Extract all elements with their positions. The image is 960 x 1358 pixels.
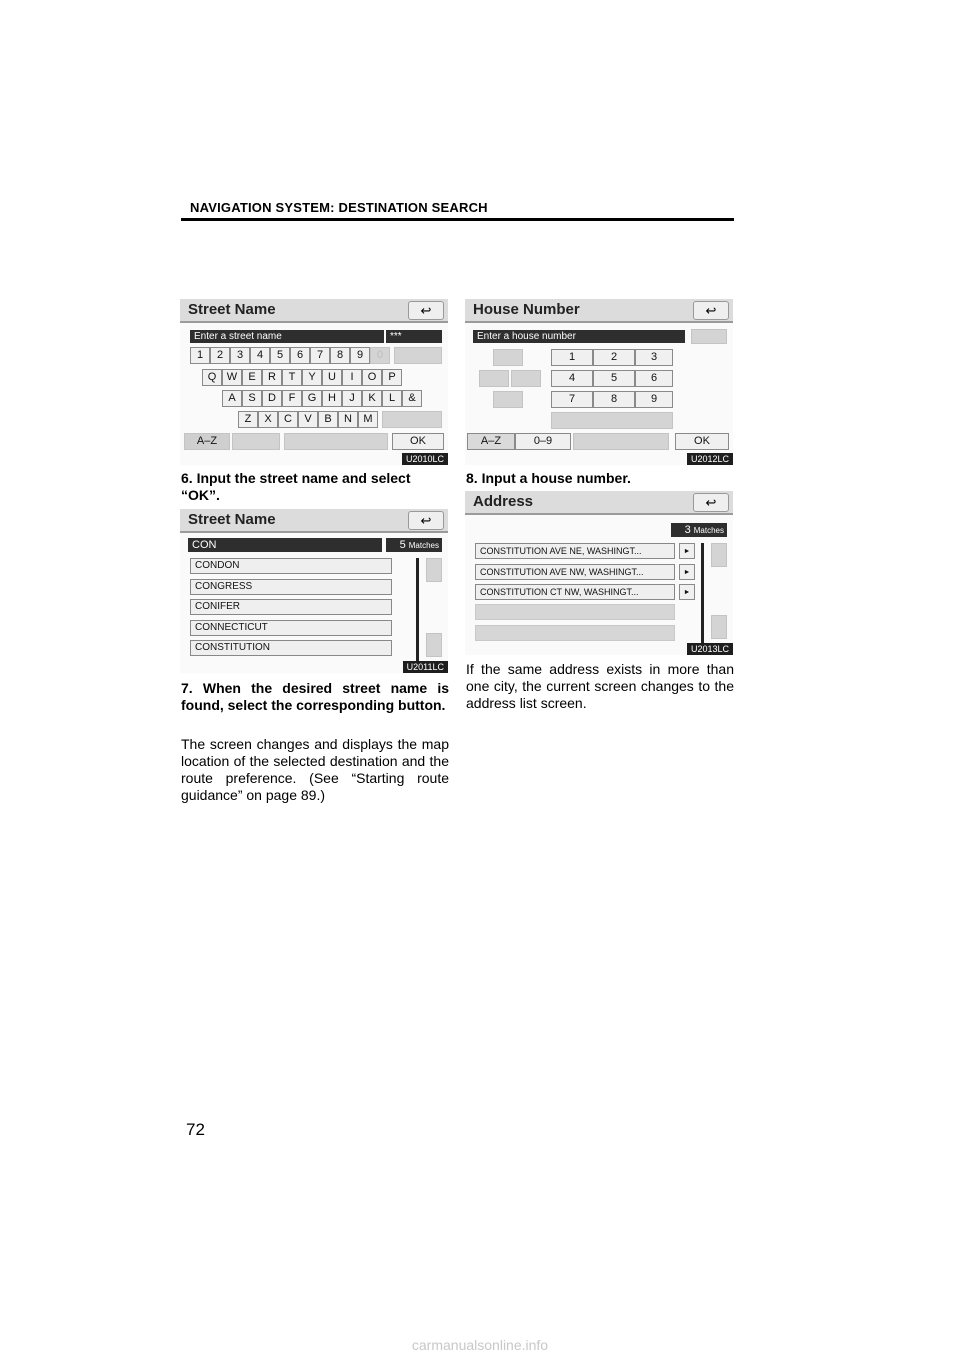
key-6[interactable]: 6 <box>290 347 310 364</box>
page-number: 72 <box>186 1120 205 1139</box>
screen-title: Street Name <box>188 511 276 528</box>
key-5[interactable]: 5 <box>593 370 635 387</box>
entered-text-display <box>188 538 382 552</box>
letter-key-blank[interactable] <box>493 391 523 408</box>
page-header: NAVIGATION SYSTEM: DESTINATION SEARCH <box>190 200 488 215</box>
list-item[interactable]: CONSTITUTION <box>190 640 392 656</box>
arrow-icon[interactable]: ► <box>679 584 695 600</box>
key-v[interactable]: V <box>298 411 318 428</box>
a-z-button[interactable]: A–Z <box>184 433 230 450</box>
street-name-input[interactable]: Enter a street name <box>190 330 384 343</box>
list-button[interactable] <box>573 433 669 450</box>
key-d[interactable]: D <box>262 390 282 407</box>
key-s[interactable]: S <box>242 390 262 407</box>
key-h[interactable]: H <box>322 390 342 407</box>
scroll-up-button[interactable] <box>711 543 727 567</box>
key-ampersand[interactable]: & <box>402 390 422 407</box>
street-name-list-screen <box>180 509 448 673</box>
scrollbar[interactable] <box>416 558 419 670</box>
key-1[interactable]: 1 <box>551 349 593 366</box>
key-3[interactable]: 3 <box>230 347 250 364</box>
numeric-button[interactable]: 0–9 <box>515 433 571 450</box>
scroll-down-button[interactable] <box>426 633 442 657</box>
screen-title: Address <box>473 493 534 510</box>
ok-button[interactable]: OK <box>392 433 444 450</box>
matches-label: Matches <box>408 541 439 550</box>
step-6-instruction: 6. Input the street name and select “OK”. <box>181 470 411 503</box>
street-name-screen <box>180 299 448 465</box>
key-r[interactable]: R <box>262 369 282 386</box>
letter-key-blank[interactable] <box>479 370 509 387</box>
address-list-item[interactable]: CONSTITUTION AVE NW, WASHINGT... <box>475 564 675 580</box>
matches-label: Matches <box>693 526 724 535</box>
back-button[interactable]: ↩ <box>693 301 729 320</box>
key-3[interactable]: 3 <box>635 349 673 366</box>
key-2[interactable]: 2 <box>210 347 230 364</box>
back-button[interactable]: ↩ <box>408 511 444 530</box>
key-i[interactable]: I <box>342 369 362 386</box>
key-4[interactable]: 4 <box>551 370 593 387</box>
scroll-down-button[interactable] <box>711 615 727 639</box>
key-e[interactable]: E <box>242 369 262 386</box>
delete-key[interactable] <box>394 347 442 364</box>
entered-text: CON <box>192 539 217 551</box>
key-b[interactable]: B <box>318 411 338 428</box>
key-x[interactable]: X <box>258 411 278 428</box>
key-6[interactable]: 6 <box>635 370 673 387</box>
address-list-item[interactable]: CONSTITUTION CT NW, WASHINGT... <box>475 584 675 600</box>
key-8[interactable]: 8 <box>330 347 350 364</box>
key-a[interactable]: A <box>222 390 242 407</box>
other-chars-button[interactable] <box>232 433 280 450</box>
key-n[interactable]: N <box>338 411 358 428</box>
key-9[interactable]: 9 <box>350 347 370 364</box>
list-button[interactable] <box>284 433 388 450</box>
key-f[interactable]: F <box>282 390 302 407</box>
key-q[interactable]: Q <box>202 369 222 386</box>
step-7-instruction: 7. When the desired street name is found, select the corresponding button. <box>181 680 449 713</box>
matches-number: 3 <box>684 524 691 536</box>
key-w[interactable]: W <box>222 369 242 386</box>
house-number-screen <box>465 299 733 465</box>
key-j[interactable]: J <box>342 390 362 407</box>
key-z[interactable]: Z <box>238 411 258 428</box>
arrow-icon[interactable]: ► <box>679 564 695 580</box>
key-4[interactable]: 4 <box>250 347 270 364</box>
matches-count <box>386 538 442 552</box>
address-list-item[interactable]: CONSTITUTION AVE NE, WASHINGT... <box>475 543 675 559</box>
key-0[interactable]: 0 <box>370 347 390 364</box>
key-l[interactable]: L <box>382 390 402 407</box>
image-id-tag: U2010LC <box>402 453 448 465</box>
step-8-instruction: 8. Input a house number. <box>466 470 631 486</box>
key-9[interactable]: 9 <box>635 391 673 408</box>
scroll-up-button[interactable] <box>426 558 442 582</box>
key-7[interactable]: 7 <box>551 391 593 408</box>
screen-title: Street Name <box>188 301 276 318</box>
key-1[interactable]: 1 <box>190 347 210 364</box>
letter-key-blank[interactable] <box>493 349 523 366</box>
list-item[interactable]: CONGRESS <box>190 579 392 595</box>
letter-key-blank[interactable] <box>511 370 541 387</box>
back-button[interactable]: ↩ <box>693 493 729 512</box>
scrollbar[interactable] <box>701 543 704 645</box>
list-item[interactable]: CONIFER <box>190 599 392 615</box>
delete-key[interactable] <box>691 329 727 344</box>
house-number-input[interactable]: Enter a house number <box>473 330 685 343</box>
list-item[interactable]: CONDON <box>190 558 392 574</box>
key-c[interactable]: C <box>278 411 298 428</box>
image-id-tag: U2013LC <box>687 643 733 655</box>
key-u[interactable]: U <box>322 369 342 386</box>
matches-number: 5 <box>399 539 406 551</box>
image-id-tag: U2011LC <box>403 661 448 673</box>
entered-text-display: *** <box>386 330 442 343</box>
key-7[interactable]: 7 <box>310 347 330 364</box>
empty-list-item <box>475 604 675 620</box>
key-2[interactable]: 2 <box>593 349 635 366</box>
key-5[interactable]: 5 <box>270 347 290 364</box>
arrow-icon[interactable]: ► <box>679 543 695 559</box>
address-list-note: If the same address exists in more than one city, the current screen changes to the address list screen. <box>466 661 734 711</box>
space-key[interactable] <box>382 411 442 428</box>
step-7-description: The screen changes and displays the map location of the selected destination and the route preference. (See “Starting route guidance” on page 89.) <box>181 736 449 803</box>
key-o[interactable]: O <box>362 369 382 386</box>
empty-list-item <box>475 625 675 641</box>
key-y[interactable]: Y <box>302 369 322 386</box>
key-g[interactable]: G <box>302 390 322 407</box>
key-0-row[interactable] <box>551 412 673 429</box>
key-8[interactable]: 8 <box>593 391 635 408</box>
watermark: carmanualsonline.info <box>411 1337 549 1353</box>
screen-title: House Number <box>473 301 580 318</box>
key-m[interactable]: M <box>358 411 378 428</box>
matches-count <box>671 523 727 537</box>
header-rule <box>181 218 734 221</box>
image-id-tag: U2012LC <box>687 453 733 465</box>
key-k[interactable]: K <box>362 390 382 407</box>
list-item[interactable]: CONNECTICUT <box>190 620 392 636</box>
ok-button[interactable]: OK <box>675 433 729 450</box>
key-p[interactable]: P <box>382 369 402 386</box>
a-z-button[interactable]: A–Z <box>467 433 515 450</box>
back-button[interactable]: ↩ <box>408 301 444 320</box>
address-list-screen <box>465 491 733 655</box>
key-t[interactable]: T <box>282 369 302 386</box>
